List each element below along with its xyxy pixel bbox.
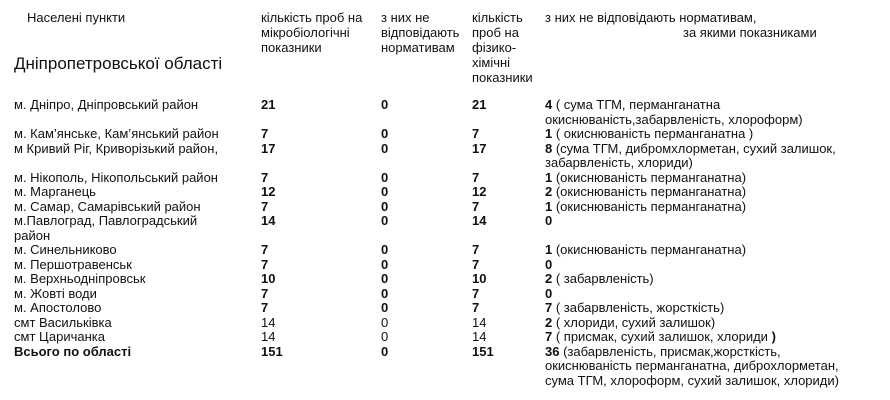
noncompliant-indicators: (забарвленість, присмак,жорсткість, окиснюваність перманганатна, диброхлорметан, сума ТГМ, хлороформ, сухий залишок, хлориди) (545, 343, 839, 388)
noncompliance-details (545, 127, 885, 142)
micro-noncompliant-value: 0 (381, 126, 389, 141)
micro-samples-value: 7 (261, 126, 269, 141)
micro-samples-value: 7 (261, 256, 269, 272)
noncompliant-count: 8 (545, 140, 553, 156)
noncompliant-count: 7 (545, 329, 553, 344)
micro-noncompliant-value: 0 (381, 256, 389, 272)
table-row (0, 316, 890, 331)
noncompliant-indicators: ( окиснюваність перманганатна ) (552, 126, 754, 141)
micro-samples-value: 14 (261, 213, 276, 228)
noncompliant-indicators: (окиснюваність перманганатна) (552, 242, 747, 257)
micro-samples-value: 14 (261, 314, 276, 330)
settlement-name: м. Кам’янське, Кам’янський район (14, 126, 219, 141)
noncompliant-indicators: (окиснюваність перманганатна) (552, 184, 747, 199)
noncompliance-details (545, 185, 885, 200)
settlement-name: смт Царичанка (14, 329, 106, 344)
phys-samples-value: 14 (472, 314, 487, 330)
noncompliance-details (545, 258, 885, 273)
micro-samples-value: 14 (261, 329, 276, 344)
noncompliant-indicators: ( присмак, сухий залишок, хлориди (552, 329, 772, 344)
phys-samples-value: 14 (472, 329, 487, 344)
table-row (0, 287, 890, 302)
noncompliance-details (545, 200, 885, 215)
settlement-name: м. Самар, Самарівський район (14, 198, 201, 214)
header-phys-noncompliant-line1: з них не відповідають нормативам, (545, 10, 757, 25)
table-row (0, 258, 890, 273)
noncompliant-count: 2 (545, 271, 553, 286)
micro-samples-value: 7 (261, 285, 269, 301)
table-row (0, 185, 890, 200)
table-row (0, 243, 890, 258)
settlement-name: м. Синельниково (14, 242, 117, 257)
micro-samples-value: 7 (261, 300, 269, 315)
settlement-name: смт Васильківка (14, 314, 112, 330)
noncompliance-details (545, 287, 885, 302)
phys-samples-value: 7 (472, 126, 480, 141)
noncompliant-count: 2 (545, 314, 553, 330)
micro-noncompliant-value: 0 (381, 271, 389, 286)
table-row (0, 272, 890, 287)
micro-samples-value: 21 (261, 97, 276, 112)
table-row (0, 171, 890, 186)
phys-samples-value: 7 (472, 169, 480, 185)
noncompliance-details (545, 243, 885, 258)
settlement-name: м. Нікополь, Нікопольський район (14, 169, 218, 185)
micro-samples-value: 10 (261, 271, 276, 286)
settlement-name: м. Першотравенськ (14, 256, 132, 272)
table-row (0, 301, 890, 316)
settlement-name: м. Дніпро, Дніпровський район (14, 97, 199, 112)
noncompliant-count: 1 (545, 126, 553, 141)
micro-noncompliant-value: 0 (381, 213, 389, 228)
noncompliance-details (545, 345, 885, 389)
settlement-name: м Кривий Ріг, Криворізький район, (14, 140, 219, 156)
noncompliant-count: 0 (545, 285, 553, 301)
phys-samples-value: 7 (472, 256, 480, 272)
table-row (0, 142, 890, 171)
micro-noncompliant-value: 0 (381, 198, 389, 214)
noncompliant-indicators: (окиснюваність перманганатна) (552, 169, 747, 185)
header-micro-samples: кількість проб на мікробіологічні показники (261, 10, 363, 55)
micro-samples-value: 17 (261, 140, 276, 156)
phys-samples-value: 12 (472, 184, 487, 199)
micro-noncompliant-value: 0 (381, 242, 389, 257)
settlement-name: м. Апостолово (14, 300, 102, 315)
phys-samples-value: 17 (472, 140, 487, 156)
header-micro-noncompliant: з них не відповідають нормативам (381, 10, 460, 55)
noncompliant-count: 0 (545, 256, 553, 272)
noncompliant-count: 0 (545, 213, 553, 228)
phys-samples-value: 7 (472, 300, 480, 315)
micro-samples-value: 7 (261, 198, 269, 214)
noncompliance-details (545, 171, 885, 186)
noncompliance-details (545, 272, 885, 287)
micro-noncompliant-value: 0 (381, 97, 389, 112)
phys-samples-value: 7 (472, 242, 480, 257)
header-phys-noncompliant-line2: за якими показниками (683, 25, 817, 40)
noncompliance-details (545, 214, 885, 229)
closing-bracket: ) (771, 329, 776, 344)
noncompliant-indicators: ( хлориди, сухий залишок) (552, 314, 716, 330)
table-row (0, 98, 890, 127)
phys-samples-value: 151 (472, 343, 494, 359)
noncompliant-indicators: ( забарвленість) (552, 271, 654, 286)
noncompliant-count: 36 (545, 343, 560, 359)
noncompliant-count: 1 (545, 198, 553, 214)
phys-samples-value: 7 (472, 198, 480, 214)
noncompliant-count: 7 (545, 300, 553, 315)
table-row (0, 330, 890, 345)
noncompliant-count: 2 (545, 184, 553, 199)
phys-samples-value: 7 (472, 285, 480, 301)
micro-samples-value: 151 (261, 343, 283, 359)
settlement-name: м.Павлоград, Павлоградський район (14, 213, 198, 243)
noncompliance-details (545, 98, 885, 127)
noncompliant-count: 1 (545, 169, 553, 185)
noncompliant-indicators: (сума ТГМ, дибромхлорметан, сухий залишок, забарвленість, хлориди) (545, 140, 836, 170)
phys-samples-value: 14 (472, 213, 487, 228)
micro-noncompliant-value: 0 (381, 184, 389, 199)
noncompliant-indicators: ( забарвленість, жорсткість) (552, 300, 725, 315)
noncompliance-details (545, 301, 885, 316)
micro-samples-value: 7 (261, 242, 269, 257)
noncompliant-count: 4 (545, 97, 553, 112)
noncompliance-details (545, 316, 885, 331)
noncompliance-details (545, 142, 885, 171)
micro-noncompliant-value: 0 (381, 285, 389, 301)
total-row (0, 345, 890, 389)
micro-noncompliant-value: 0 (381, 314, 389, 330)
table-row (0, 127, 890, 142)
table-row (0, 214, 890, 243)
micro-noncompliant-value: 0 (381, 169, 389, 185)
settlement-name: Всього по області (14, 343, 132, 359)
settlement-name: м. Марганець (14, 184, 96, 199)
phys-samples-value: 10 (472, 271, 487, 286)
noncompliant-indicators: (окиснюваність перманганатна) (552, 198, 747, 214)
noncompliant-count: 1 (545, 242, 553, 257)
micro-samples-value: 7 (261, 169, 269, 185)
settlement-name: м. Верхньодніпровськ (14, 271, 146, 286)
region-title: Дніпропетровської області (14, 54, 223, 73)
micro-noncompliant-value: 0 (381, 140, 389, 156)
noncompliant-indicators: ( сума ТГМ, перманганатна окиснюваність,забарвленість, хлороформ) (545, 97, 803, 127)
header-phys-samples: кількість проб на фізико- хімічні показники (472, 10, 533, 85)
settlement-name: м. Жовті води (14, 285, 97, 301)
phys-samples-value: 21 (472, 97, 487, 112)
micro-noncompliant-value: 0 (381, 300, 389, 315)
header-settlements: Населені пункти (27, 10, 126, 25)
micro-noncompliant-value: 0 (381, 329, 389, 344)
micro-samples-value: 12 (261, 184, 276, 199)
table-row (0, 200, 890, 215)
micro-noncompliant-value: 0 (381, 343, 389, 359)
noncompliance-details (545, 330, 885, 345)
table-body (0, 98, 890, 388)
